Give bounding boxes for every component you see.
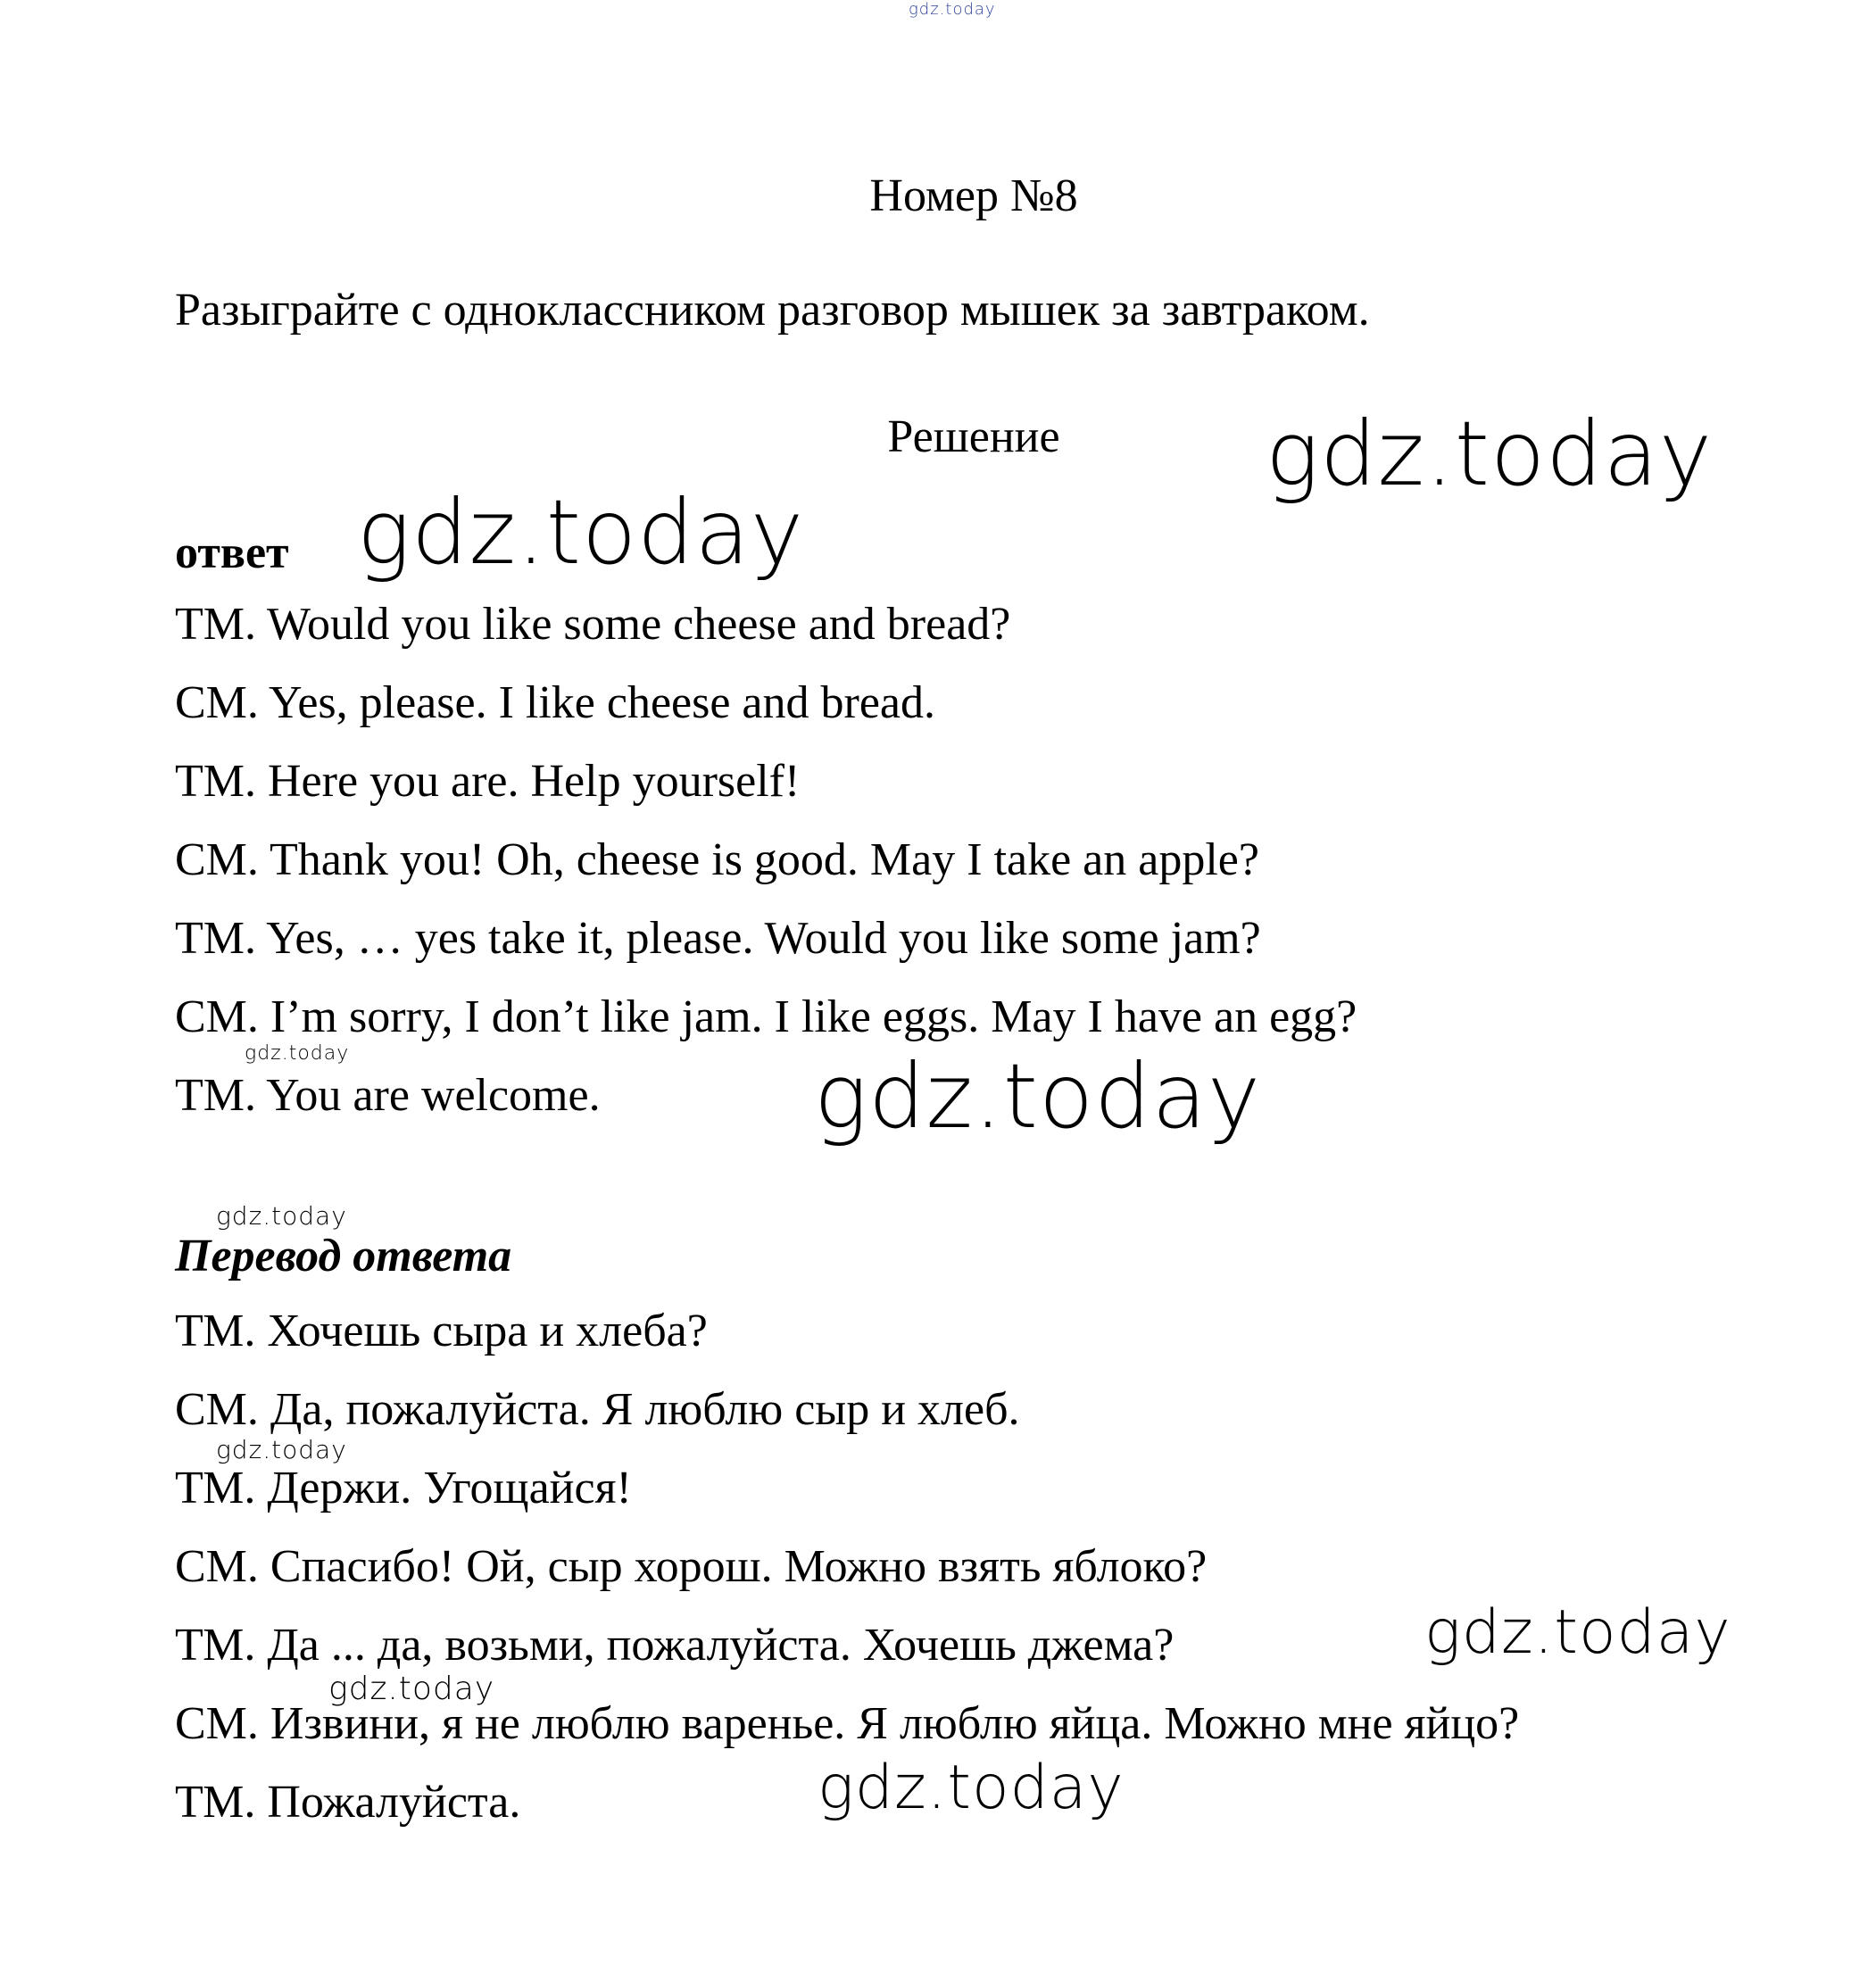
- solution-label: Решение: [887, 411, 1060, 462]
- dialogue-line: TM. You are welcome.: [175, 1070, 601, 1121]
- dialogue-line: CM. I’m sorry, I don’t like jam. I like eggs. May I have an egg?: [175, 991, 1357, 1042]
- page-title: Номер №8: [869, 170, 1078, 221]
- translation-heading: Перевод ответа: [175, 1231, 512, 1281]
- watermark: gdz.today: [216, 1201, 347, 1231]
- task-instruction: Разыграйте с одноклассником разговор мышек за завтраком.: [175, 285, 1370, 336]
- translation-line: ТМ. Держи. Угощайся!: [175, 1463, 632, 1513]
- watermark: gdz.today: [216, 1435, 347, 1464]
- dialogue-line: TM. Yes, … yes take it, please. Would you like some jam?: [175, 913, 1261, 964]
- dialogue-line: TM. Would you like some cheese and bread?: [175, 599, 1011, 650]
- watermark: gdz.today: [909, 0, 996, 19]
- watermark: gdz.today: [1424, 1597, 1731, 1668]
- watermark: gdz.today: [818, 1753, 1125, 1823]
- watermark: gdz.today: [357, 480, 805, 585]
- watermark: gdz.today: [1266, 402, 1714, 506]
- translation-line: ТМ. Хочешь сыра и хлеба?: [175, 1306, 708, 1356]
- dialogue-line: CM. Yes, please. I like cheese and bread.: [175, 677, 935, 728]
- watermark: gdz.today: [245, 1042, 350, 1065]
- translation-line: ТМ. Пожалуйста.: [175, 1777, 521, 1828]
- translation-line: ТМ. Да ... да, возьми, пожалуйста. Хочешь джема?: [175, 1620, 1175, 1671]
- watermark: gdz.today: [814, 1044, 1262, 1149]
- translation-line: СМ. Спасибо! Ой, сыр хорош. Можно взять яблоко?: [175, 1541, 1208, 1592]
- dialogue-line: TM. Here you are. Help yourself!: [175, 756, 801, 807]
- translation-line: СМ. Извини, я не люблю варенье. Я люблю яйца. Можно мне яйцо?: [175, 1698, 1520, 1749]
- watermark: gdz.today: [328, 1671, 495, 1707]
- dialogue-line: CM. Thank you! Oh, cheese is good. May I take an apple?: [175, 834, 1259, 885]
- translation-line: СМ. Да, пожалуйста. Я люблю сыр и хлеб.: [175, 1384, 1020, 1435]
- answer-heading: ответ: [175, 527, 289, 578]
